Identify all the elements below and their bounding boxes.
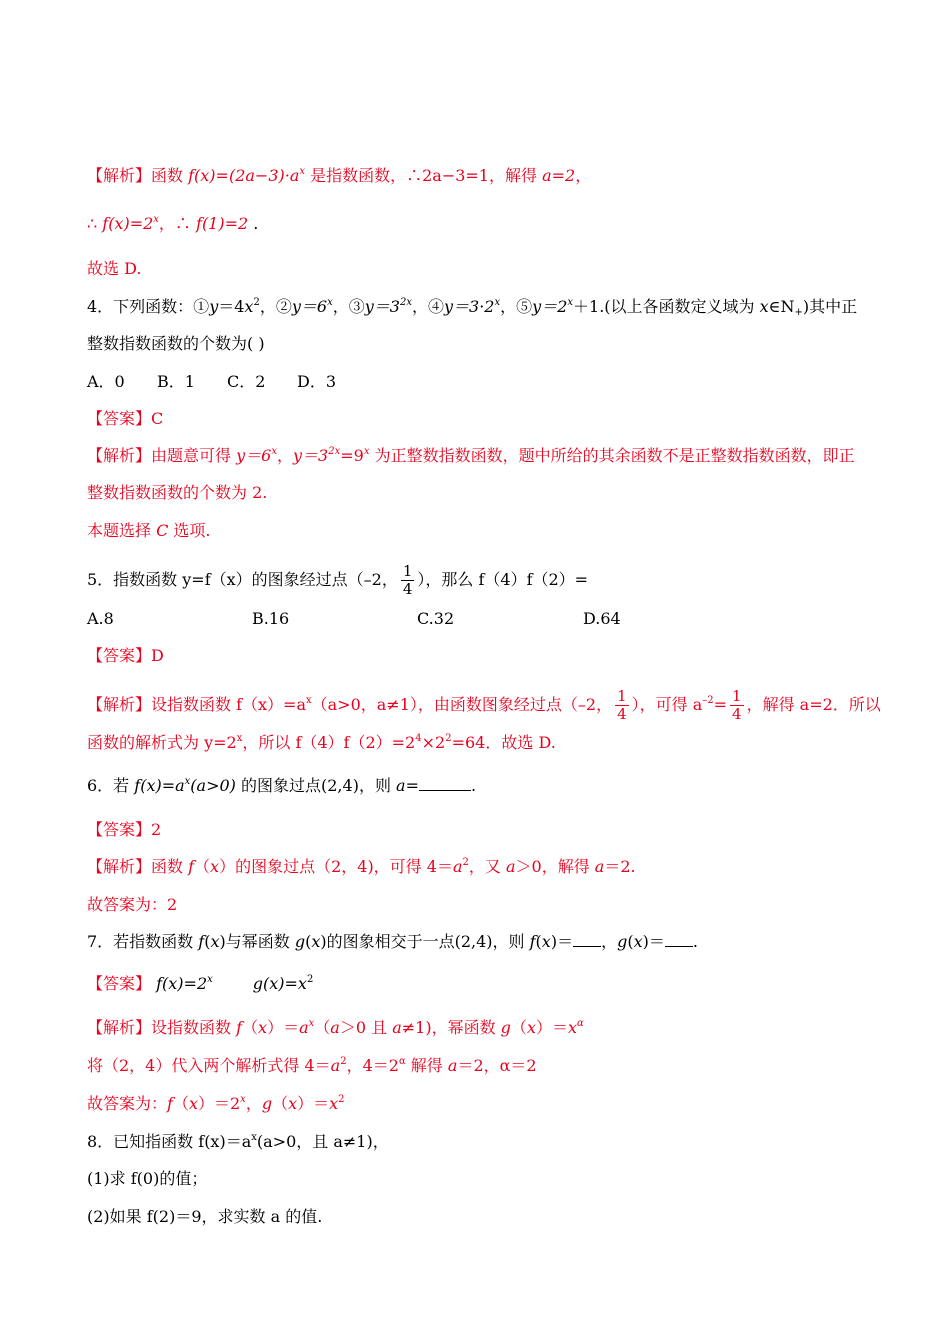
- answer-blank: [419, 790, 471, 791]
- q5-stem: 5．指数函数 y=f（x）的图象经过点（–2， $\frac{1}{4}$ ），那么 f（4）f（2）=: [87, 562, 589, 598]
- answer-tag: 【答案】: [87, 820, 152, 839]
- q4-analysis-line1: 【解析】由题意可得 $y=6^x$，$y=3^{2x}=9^x$ 为正整数指数函数，题中所给的其余函数不是正整数指数函数，即正: [87, 446, 855, 465]
- q7-analysis-line1: 【解析】设指数函数 $f(x)=a^x(a>0$ 且 a≠1)，幂函数 $g(x)=x^\alpha$: [87, 1018, 584, 1037]
- q3-conclusion: 故选 D.: [87, 259, 142, 278]
- answer-tag: 【答案】: [87, 974, 152, 993]
- q7-analysis-line2: 将（2，4）代入两个解析式得 $4=a^2$，$4=2^\alpha$ 解得 a＝2，α＝2: [87, 1056, 537, 1075]
- analysis-tag: 【解析】: [87, 857, 152, 876]
- q7-answer: 【答案】 $f(x)=2^x$ $g(x)=x^2$: [87, 974, 314, 993]
- q5-answer: 【答案】D: [87, 646, 164, 665]
- q6-analysis: 【解析】函数 f（x）的图象过点（2，4)，可得 $4=a^2$，又 a＞0，解得 a＝2.: [87, 857, 636, 876]
- q8-stem: 8．已知指函数 $f(x)=a^x(a>0$，且 a≠1)，: [87, 1132, 389, 1151]
- analysis-tag: 【解析】: [87, 446, 152, 465]
- q4-analysis-line2: 整数指数函数的个数为 2.: [87, 483, 268, 502]
- fraction-one-quarter: $\frac{1}{4}$: [402, 562, 413, 598]
- q6-stem: 6．若 $f(x)=a^x(a>0)$ 的图象过点(2,4)，则 a= .: [87, 776, 477, 795]
- q4-options: [87, 371, 870, 393]
- q6-answer: 【答案】2: [87, 820, 162, 839]
- option-d: D．3: [297, 372, 337, 391]
- analysis-tag: 【解析】: [87, 695, 152, 714]
- q5-options: [87, 608, 870, 630]
- q5-analysis-line2: 函数的解析式为 $y=2^x$，所以 $f(4)f(2)=2^4\times 2^2=64$．故选 D.: [87, 733, 556, 752]
- q5-analysis-line1: 【解析】设指数函数 $f(x)=a^x(a>0$，a≠1），由函数图象经过点（–2， $\frac{1}{4}$ ），可得 $a^{-2}=$ $\frac{1}{4}$ ，解得 a=2．所以: [87, 687, 881, 723]
- q6-conclusion: 故答案为：2: [87, 895, 178, 914]
- fraction-one-quarter: $\frac{1}{4}$: [732, 687, 742, 723]
- option-d: D.64: [583, 609, 621, 628]
- q8-part2: (2)如果 f(2)＝9，求实数 a 的值.: [87, 1207, 323, 1226]
- answer-blank-f: [573, 946, 601, 947]
- option-a: A．0: [87, 372, 125, 391]
- analysis-tag: 【解析】: [87, 1018, 152, 1037]
- option-b: B.16: [252, 609, 290, 628]
- answer-tag: 【答案】: [87, 409, 152, 428]
- q7-stem: 7．若指数函数 f(x)与幂函数 g(x)的图象相交于一点(2,4)，则 f(x)＝ ，g(x)＝ .: [87, 932, 698, 951]
- option-a: A.8: [87, 609, 114, 628]
- fraction-one-quarter: $\frac{1}{4}$: [617, 687, 627, 723]
- option-c: C．2: [227, 372, 266, 391]
- answer-blank-g: [665, 946, 693, 947]
- option-c: C.32: [417, 609, 455, 628]
- q4-stem-line2: 整数指数函数的个数为( ): [87, 334, 265, 353]
- q3-analysis-line2: ∴ $f(x)=2^x$，∴ f(1)=2 .: [87, 214, 259, 233]
- answer-tag: 【答案】: [87, 646, 152, 665]
- q8-part1: (1)求 f(0)的值；: [87, 1169, 208, 1188]
- analysis-tag: 【解析】: [87, 166, 152, 185]
- q3-analysis-line1: 【解析】函数 $f(x)=(2a-3)\cdot a^x$ 是指数函数，∴2a−3=1，解得 a=2，: [87, 166, 592, 185]
- q4-stem-line1: 4．下列函数：$①y=4x^2$，$②y=6^x$，$③y=3^{2x}$，$④y=3\cdot 2^x$，$⑤y=2^x+1$.(以上各函数定义域为 $x\in N_+$)其中正: [87, 297, 858, 318]
- q7-conclusion: 故答案为：$f(x)=2^x$，$g(x)=x^2$: [87, 1094, 345, 1113]
- q4-answer: 【答案】C: [87, 409, 164, 428]
- option-b: B．1: [157, 372, 195, 391]
- q4-conclusion: 本题选择 C 选项.: [87, 521, 211, 540]
